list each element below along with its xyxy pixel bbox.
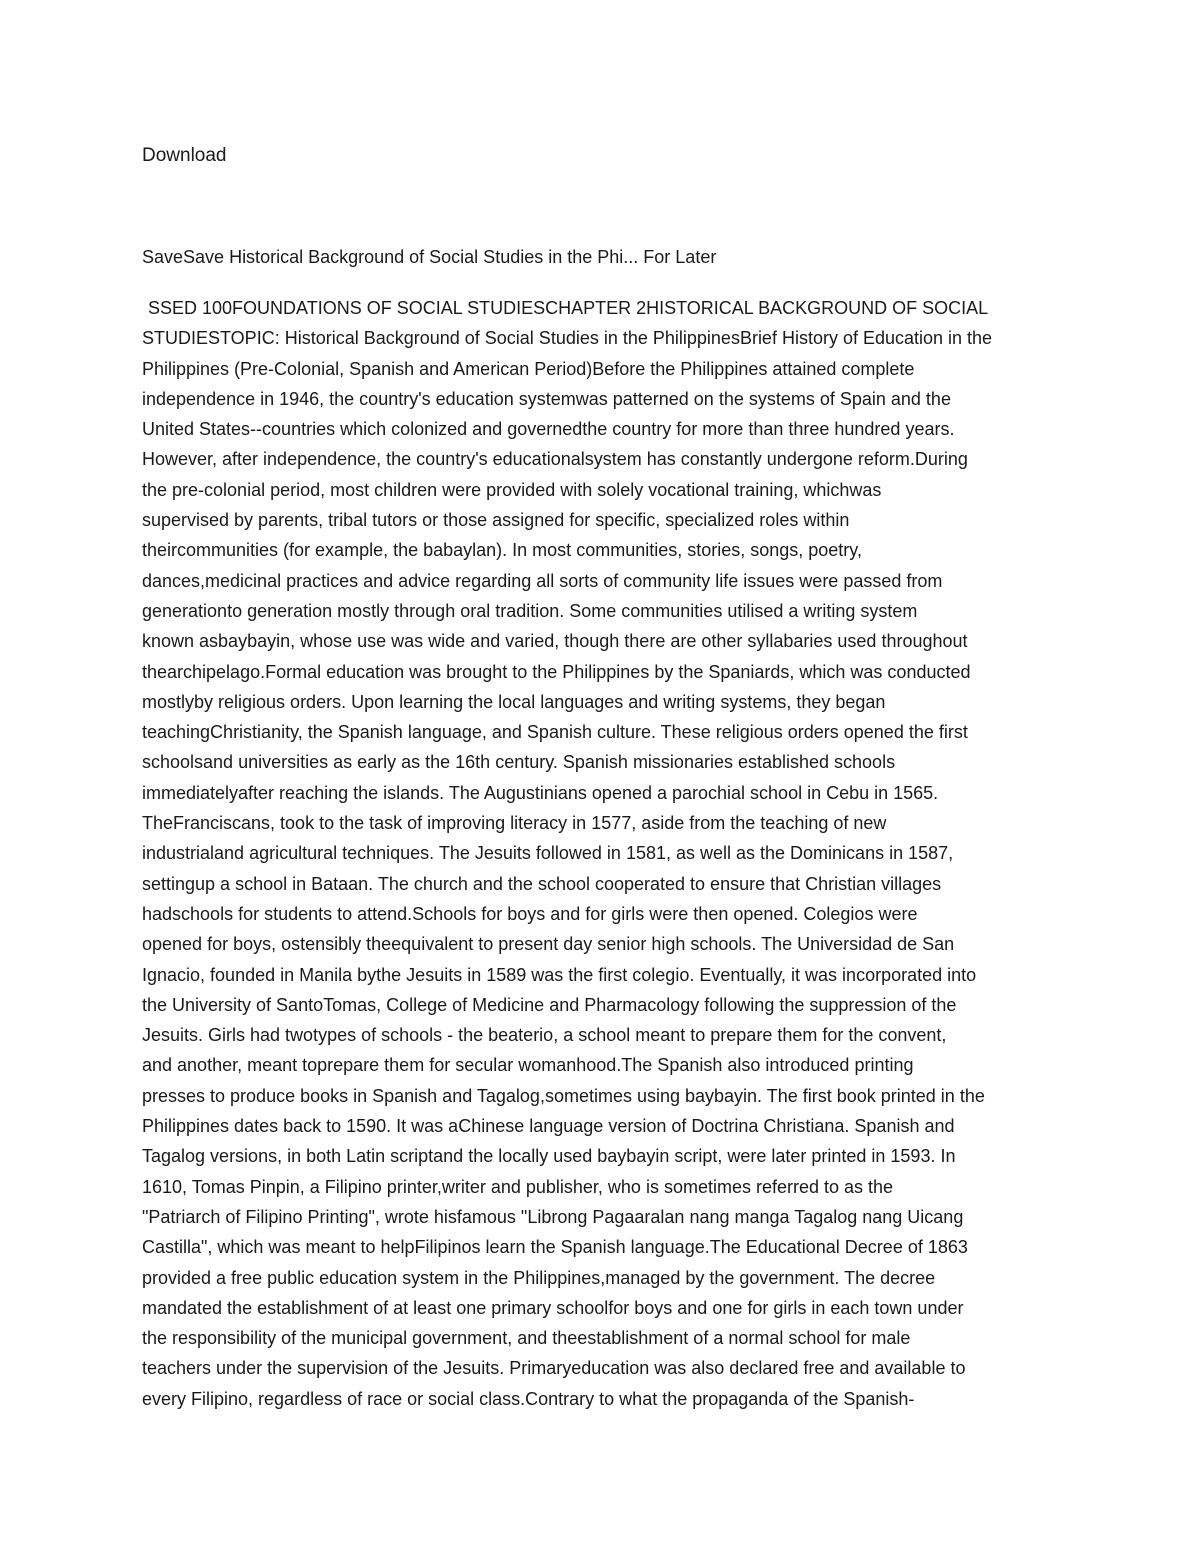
text-line: 1610, Tomas Pinpin, a Filipino printer,writer and publisher, who is sometimes referred to as the — [142, 1176, 894, 1197]
text-line: Ignacio, founded in Manila bythe Jesuits in 1589 was the first colegio. Eventually, it was incorporated into — [142, 964, 977, 985]
text-line: settingup a school in Bataan. The church and the school cooperated to ensure that Christian villages — [142, 873, 942, 894]
text-line: SSED 100FOUNDATIONS OF SOCIAL STUDIESCHAPTER 2HISTORICAL BACKGROUND OF SOCIAL — [148, 298, 989, 318]
text-line: presses to produce books in Spanish and Tagalog,sometimes using baybayin. The first book printed in the — [142, 1085, 985, 1106]
text-line: theircommunities (for example, the babaylan). In most communities, stories, songs, poetry, — [142, 540, 862, 561]
text-line: mostlyby religious orders. Upon learning the local languages and writing systems, they began — [142, 691, 886, 712]
text-line: the pre-colonial period, most children were provided with solely vocational training, whichwas — [142, 479, 882, 500]
text-line: STUDIESTOPIC: Historical Background of Social Studies in the PhilippinesBrief History of Education in the — [142, 328, 993, 349]
text-line: industrialand agricultural techniques. The Jesuits followed in 1581, as well as the Dominicans in 1587, — [142, 843, 954, 864]
text-line: teachingChristianity, the Spanish language, and Spanish culture. These religious orders opened the first — [142, 722, 968, 743]
text-line: Tagalog versions, in both Latin scriptand the locally used baybayin script, were later printed in 1593. In — [142, 1146, 956, 1167]
text-line: Philippines (Pre-Colonial, Spanish and American Period)Before the Philippines attained complete — [142, 358, 915, 379]
text-line: However, after independence, the country's educationalsystem has constantly undergone reform.During — [142, 449, 968, 470]
text-line: Jesuits. Girls had twotypes of schools - the beaterio, a school meant to prepare them for the convent, — [142, 1025, 947, 1046]
text-line: every Filipino, regardless of race or social class.Contrary to what the propaganda of the Spanish- — [142, 1388, 915, 1409]
text-line: the responsibility of the municipal government, and theestablishment of a normal school for male — [142, 1328, 911, 1349]
text-line: Philippines dates back to 1590. It was aChinese language version of Doctrina Christiana. Spanish and — [142, 1116, 955, 1137]
download-link[interactable]: Download — [142, 145, 227, 166]
text-line: provided a free public education system in the Philippines,managed by the government. The decree — [142, 1267, 936, 1288]
text-line: the University of SantoTomas, College of Medicine and Pharmacology following the suppression of the — [142, 994, 957, 1015]
for-later-label[interactable]: For Later — [643, 247, 717, 267]
text-line: immediatelyafter reaching the islands. The Augustinians opened a parochial school in Cebu in 1565. — [142, 782, 939, 803]
text-line: known asbaybayin, whose use was wide and varied, though there are other syllabaries used throughout — [142, 631, 968, 652]
text-line: independence in 1946, the country's education systemwas patterned on the systems of Spain and the — [142, 388, 951, 409]
text-line: supervised by parents, tribal tutors or those assigned for specific, specialized roles within — [142, 510, 850, 531]
text-line: and another, meant toprepare them for secular womanhood.The Spanish also introduced printing — [142, 1055, 914, 1076]
text-line: mandated the establishment of at least one primary schoolfor boys and one for girls in each town under — [142, 1297, 964, 1318]
save-for-later-line — [142, 244, 716, 270]
text-line: TheFranciscans, took to the task of improving literacy in 1577, aside from the teaching of new — [142, 813, 887, 834]
text-line: opened for boys, ostensibly theequivalent to present day senior high schools. The Universidad de San — [142, 934, 955, 955]
text-line: dances,medicinal practices and advice regarding all sorts of community life issues were passed from — [142, 570, 943, 591]
text-line: teachers under the supervision of the Jesuits. Primaryeducation was also declared free and available to — [142, 1358, 966, 1379]
text-line: "Patriarch of Filipino Printing", wrote hisfamous "Librong Pagaaralan nang manga Tagalog nang Uicang — [142, 1206, 964, 1227]
text-line: schoolsand universities as early as the 16th century. Spanish missionaries established schools — [142, 752, 896, 773]
save-button[interactable]: SaveSave — [142, 247, 225, 267]
document-title: Historical Background of Social Studies in the Phi... — [224, 247, 639, 267]
text-line: United States--countries which colonized and governedthe country for more than three hundred years. — [142, 419, 955, 440]
text-line: Castilla", which was meant to helpFilipinos learn the Spanish language.The Educational Decree of 1863 — [142, 1237, 968, 1258]
text-line: thearchipelago.Formal education was brought to the Philippines by the Spaniards, which was conducted — [142, 661, 971, 682]
text-line: hadschools for students to attend.Schools for boys and for girls were then opened. Colegios were — [142, 903, 918, 924]
document-body — [142, 293, 1072, 1414]
text-line: generationto generation mostly through oral tradition. Some communities utilised a writing system — [142, 600, 918, 621]
